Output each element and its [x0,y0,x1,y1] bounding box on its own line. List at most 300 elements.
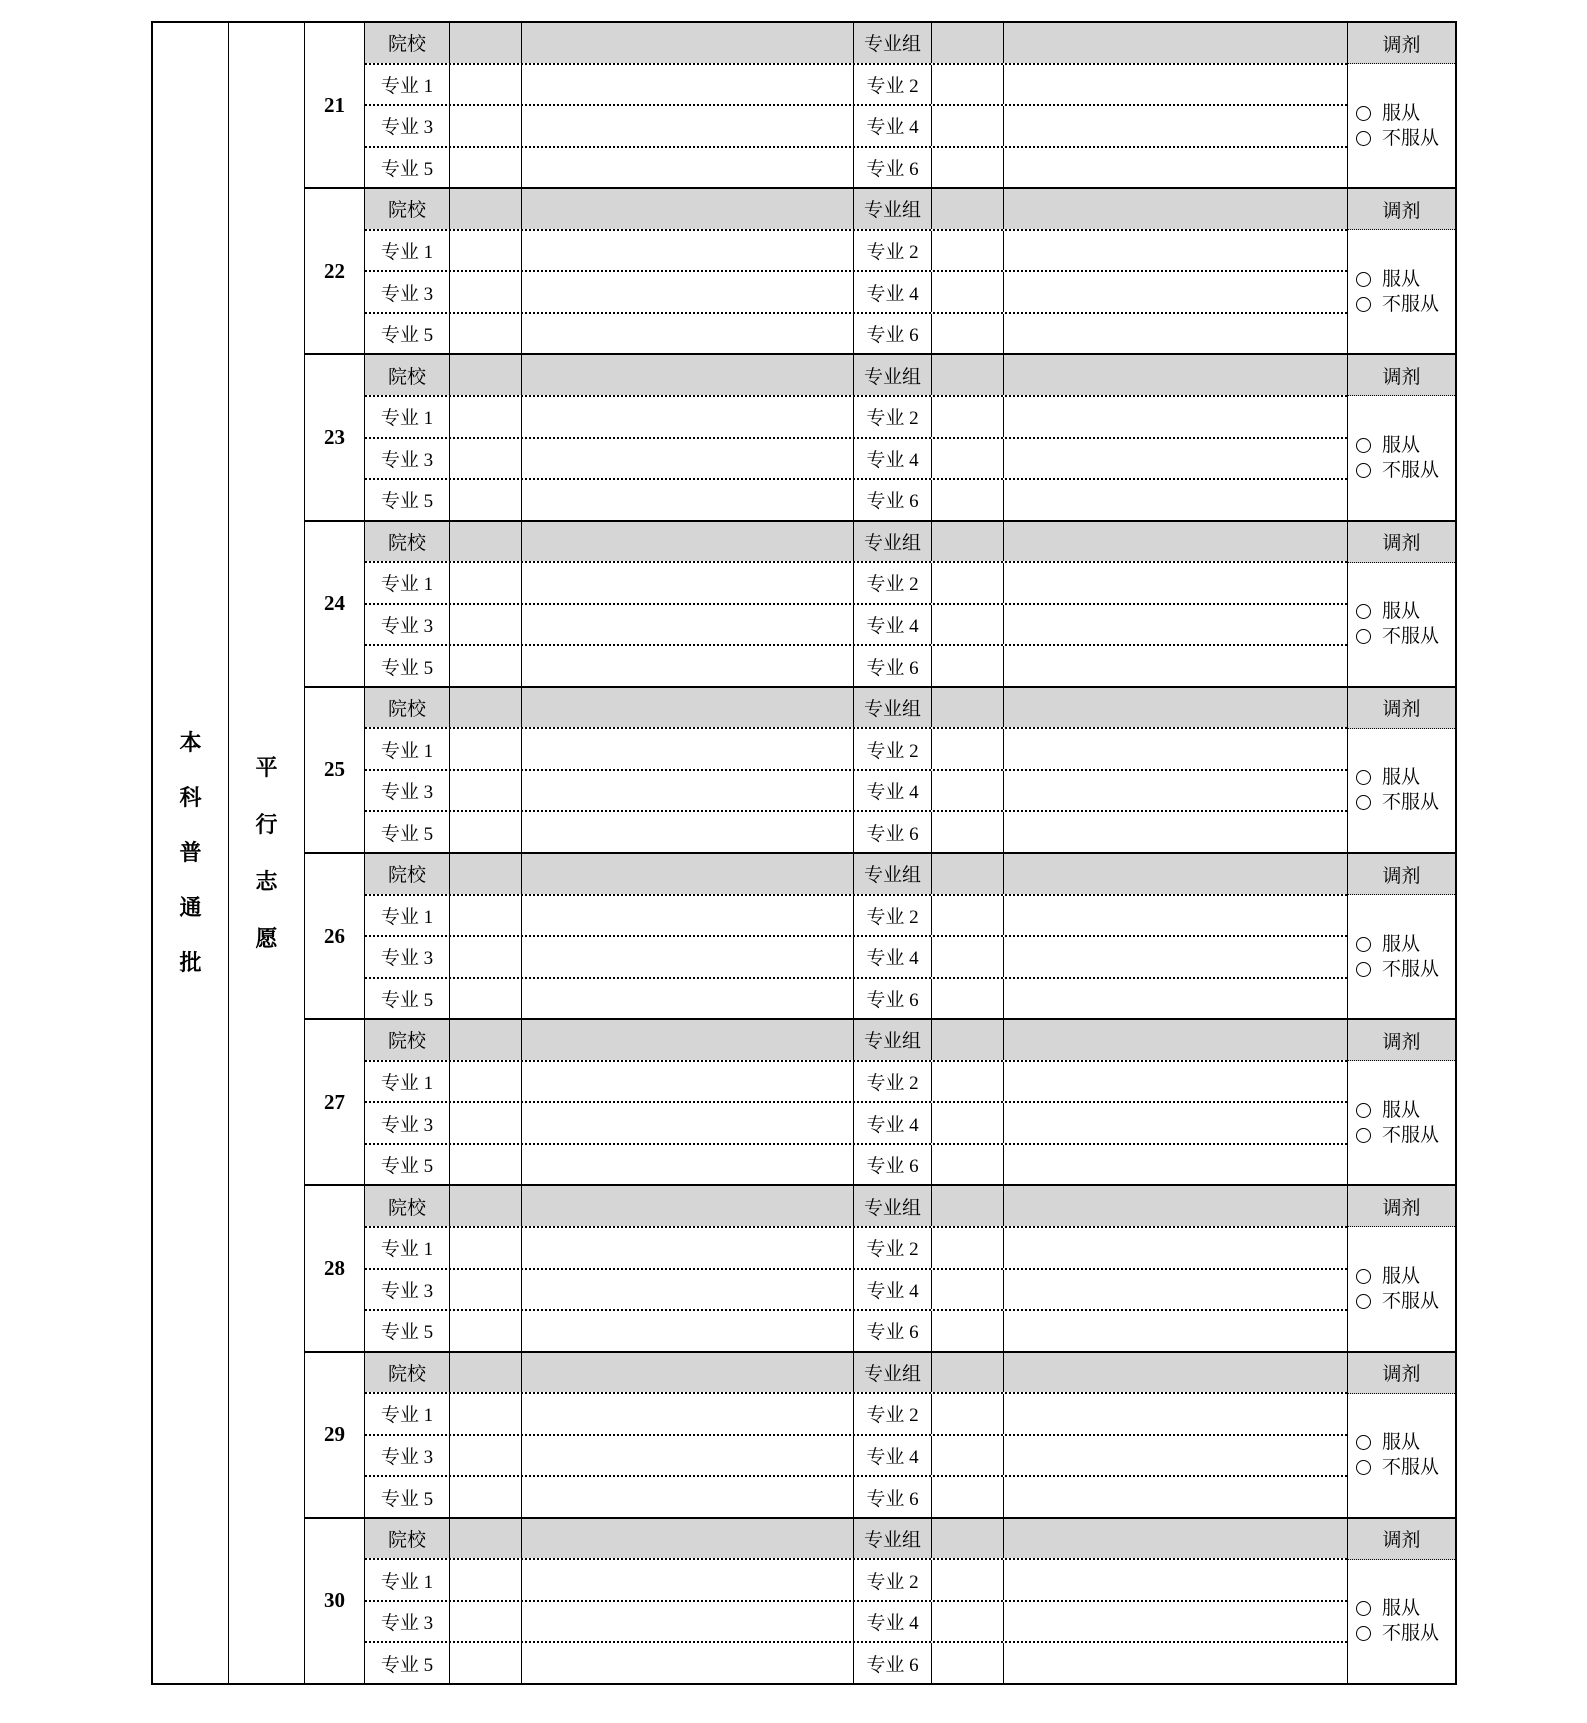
major-4-label: 专业 4 [854,605,932,645]
major-group-code-input[interactable] [932,522,1004,562]
major-4-name-input[interactable] [1004,439,1347,479]
not-obey-option-label: 不服从 [1382,1457,1440,1479]
major-1-code-input[interactable] [450,1062,522,1102]
college-name-input[interactable] [522,355,854,395]
major-4-code-input[interactable] [932,106,1004,146]
batch-column [153,23,229,1683]
not-obey-radio-icon[interactable] [1356,463,1371,478]
adjustment-options [1348,1227,1455,1350]
major-1-code-input[interactable] [450,1560,522,1600]
adjustment-column [1347,189,1455,353]
not-obey-option[interactable] [1356,1624,1439,1643]
major-6-code-input[interactable] [932,480,1004,520]
major-6-code-input[interactable] [932,812,1004,852]
major-1-code-input[interactable] [450,563,522,603]
major-5-code-input[interactable] [450,1145,522,1185]
major-2-code-input[interactable] [932,729,1004,769]
major-6-code-input[interactable] [932,1477,1004,1517]
major-3-code-input[interactable] [450,937,522,977]
not-obey-radio-icon[interactable] [1356,962,1371,977]
major-6-name-input[interactable] [1004,1643,1347,1683]
major-3-name-input[interactable] [522,1103,854,1143]
major-3-code-input[interactable] [450,1602,522,1642]
obey-option-label: 服从 [1382,933,1421,955]
major-3-code-input[interactable] [450,439,522,479]
major-5-name-input[interactable] [522,148,854,188]
major-6-label: 专业 6 [854,979,932,1019]
major-5-name-input[interactable] [522,1477,854,1517]
college-code-input[interactable] [450,23,522,63]
major-4-code-input[interactable] [932,272,1004,312]
major-group-code-input[interactable] [932,1353,1004,1393]
major-4-name-input[interactable] [1004,605,1347,645]
obey-option-label: 服从 [1382,1432,1421,1454]
not-obey-radio-icon[interactable] [1356,1294,1371,1309]
major-group-label: 专业组 [854,854,932,894]
major-1-code-input[interactable] [450,65,522,105]
major-row-2 [365,1103,1347,1145]
block-number: 22 [305,189,365,353]
major-group-code-input[interactable] [932,1020,1004,1060]
not-obey-option-label: 不服从 [1382,626,1440,648]
major-3-name-input[interactable] [522,1436,854,1476]
major-5-label: 专业 5 [365,1145,450,1185]
major-6-code-input[interactable] [932,979,1004,1019]
major-6-name-input[interactable] [1004,1145,1347,1185]
major-2-name-input[interactable] [1004,1394,1347,1434]
major-2-name-input[interactable] [1004,1062,1347,1102]
major-2-name-input[interactable] [1004,1560,1347,1600]
major-6-code-input[interactable] [932,646,1004,686]
major-2-label: 专业 2 [854,1228,932,1268]
obey-option-label: 服从 [1382,1266,1421,1288]
major-2-name-input[interactable] [1004,231,1347,271]
major-4-label: 专业 4 [854,439,932,479]
major-group-code-input[interactable] [932,688,1004,728]
college-name-input[interactable] [522,23,854,63]
obey-option[interactable] [1356,104,1420,123]
major-group-label: 专业组 [854,1186,932,1226]
major-row-1 [365,397,1347,439]
not-obey-option[interactable] [1356,627,1439,646]
not-obey-radio-icon[interactable] [1356,131,1371,146]
major-6-code-input[interactable] [932,1311,1004,1351]
major-row-2 [365,1602,1347,1644]
adjustment-column [1347,1186,1455,1350]
block-grid [365,1186,1347,1350]
major-4-code-input[interactable] [932,1270,1004,1310]
adjustment-options [1348,396,1455,519]
obey-radio-icon[interactable] [1356,106,1371,121]
major-3-name-input[interactable] [522,1602,854,1642]
college-code-input[interactable] [450,1186,522,1226]
major-group-name-input[interactable] [1004,23,1347,63]
major-2-label: 专业 2 [854,65,932,105]
not-obey-option[interactable] [1356,295,1439,314]
major-3-name-input[interactable] [522,1270,854,1310]
major-3-name-input[interactable] [522,106,854,146]
college-name-input[interactable] [522,688,854,728]
major-4-name-input[interactable] [1004,937,1347,977]
major-5-code-input[interactable] [450,646,522,686]
major-1-name-input[interactable] [522,397,854,437]
obey-option-label: 服从 [1382,601,1421,623]
major-5-code-input[interactable] [450,979,522,1019]
obey-radio-icon[interactable] [1356,1601,1371,1616]
college-name-input[interactable] [522,1519,854,1559]
college-code-input[interactable] [450,1519,522,1559]
major-4-label: 专业 4 [854,1103,932,1143]
major-row-1 [365,65,1347,107]
adjustment-label: 调剂 [1348,1353,1455,1394]
obey-option-label: 服从 [1382,1598,1421,1620]
batch-label-char: 普 [179,840,202,865]
major-3-name-input[interactable] [522,771,854,811]
block-number: 28 [305,1186,365,1350]
major-5-label: 专业 5 [365,480,450,520]
major-4-label: 专业 4 [854,106,932,146]
obey-option[interactable] [1356,602,1420,621]
adjustment-label: 调剂 [1348,1020,1455,1061]
not-obey-option-label: 不服从 [1382,460,1440,482]
choice-block [305,355,1455,521]
major-4-code-input[interactable] [932,439,1004,479]
major-5-code-input[interactable] [450,1643,522,1683]
college-code-input[interactable] [450,189,522,229]
major-4-name-input[interactable] [1004,1270,1347,1310]
major-3-label: 专业 3 [365,272,450,312]
major-group-label: 专业组 [854,23,932,63]
not-obey-option[interactable] [1356,129,1439,148]
major-4-label: 专业 4 [854,1436,932,1476]
college-name-input[interactable] [522,1186,854,1226]
obey-option[interactable] [1356,436,1420,455]
major-6-label: 专业 6 [854,480,932,520]
not-obey-option-label: 不服从 [1382,293,1440,315]
major-group-label: 专业组 [854,189,932,229]
major-4-name-input[interactable] [1004,771,1347,811]
major-group-name-input[interactable] [1004,688,1347,728]
obey-option[interactable] [1356,1599,1420,1618]
major-5-label: 专业 5 [365,646,450,686]
major-1-name-input[interactable] [522,65,854,105]
college-code-input[interactable] [450,854,522,894]
adjustment-column [1347,1519,1455,1683]
major-1-label: 专业 1 [365,397,450,437]
major-1-label: 专业 1 [365,65,450,105]
major-6-label: 专业 6 [854,646,932,686]
major-6-name-input[interactable] [1004,480,1347,520]
major-row-2 [365,272,1347,314]
obey-radio-icon[interactable] [1356,937,1371,952]
major-4-name-input[interactable] [1004,1436,1347,1476]
major-3-code-input[interactable] [450,771,522,811]
not-obey-option[interactable] [1356,793,1439,812]
major-2-code-input[interactable] [932,563,1004,603]
major-2-name-input[interactable] [1004,729,1347,769]
obey-radio-icon[interactable] [1356,770,1371,785]
college-name-input[interactable] [522,189,854,229]
major-row-3 [365,314,1347,354]
college-code-input[interactable] [450,688,522,728]
major-3-label: 专业 3 [365,605,450,645]
obey-radio-icon[interactable] [1356,1269,1371,1284]
major-5-name-input[interactable] [522,1311,854,1351]
major-6-name-input[interactable] [1004,979,1347,1019]
obey-option-label: 服从 [1382,435,1421,457]
major-2-code-input[interactable] [932,65,1004,105]
block-header-row [365,355,1347,397]
block-header-row [365,189,1347,231]
obey-option[interactable] [1356,1433,1420,1452]
major-group-code-input[interactable] [932,1519,1004,1559]
major-5-code-input[interactable] [450,314,522,354]
major-4-code-input[interactable] [932,771,1004,811]
college-code-input[interactable] [450,1020,522,1060]
obey-radio-icon[interactable] [1356,1103,1371,1118]
major-group-name-input[interactable] [1004,1020,1347,1060]
major-2-label: 专业 2 [854,1394,932,1434]
major-3-name-input[interactable] [522,605,854,645]
major-1-name-input[interactable] [522,563,854,603]
obey-option[interactable] [1356,935,1420,954]
major-row-3 [365,1643,1347,1683]
major-5-name-input[interactable] [522,1643,854,1683]
major-5-code-input[interactable] [450,812,522,852]
major-5-label: 专业 5 [365,1477,450,1517]
major-2-name-input[interactable] [1004,563,1347,603]
college-label: 院校 [365,355,450,395]
major-2-code-input[interactable] [932,1560,1004,1600]
college-name-input[interactable] [522,854,854,894]
not-obey-radio-icon[interactable] [1356,1128,1371,1143]
obey-option[interactable] [1356,1101,1420,1120]
major-row-3 [365,979,1347,1019]
major-3-code-input[interactable] [450,106,522,146]
block-header-row [365,1519,1347,1561]
major-6-code-input[interactable] [932,148,1004,188]
major-group-code-input[interactable] [932,1186,1004,1226]
block-header-row [365,1186,1347,1228]
major-6-name-input[interactable] [1004,1477,1347,1517]
major-4-name-input[interactable] [1004,272,1347,312]
major-5-name-input[interactable] [522,646,854,686]
major-6-name-input[interactable] [1004,148,1347,188]
major-1-label: 专业 1 [365,1560,450,1600]
major-1-code-input[interactable] [450,397,522,437]
major-row-3 [365,812,1347,852]
major-5-name-input[interactable] [522,314,854,354]
not-obey-radio-icon[interactable] [1356,297,1371,312]
major-3-name-input[interactable] [522,937,854,977]
major-6-name-input[interactable] [1004,314,1347,354]
major-2-code-input[interactable] [932,1062,1004,1102]
not-obey-option-label: 不服从 [1382,1291,1440,1313]
major-1-name-input[interactable] [522,896,854,936]
major-4-name-input[interactable] [1004,1103,1347,1143]
major-row-3 [365,148,1347,188]
major-2-code-input[interactable] [932,397,1004,437]
type-column [229,23,305,1683]
adjustment-options [1348,729,1455,852]
major-6-code-input[interactable] [932,1145,1004,1185]
major-group-label: 专业组 [854,688,932,728]
major-group-name-input[interactable] [1004,854,1347,894]
major-row-3 [365,646,1347,686]
major-1-name-input[interactable] [522,1062,854,1102]
block-grid [365,1519,1347,1683]
major-5-code-input[interactable] [450,148,522,188]
obey-radio-icon[interactable] [1356,272,1371,287]
major-5-code-input[interactable] [450,480,522,520]
major-group-code-input[interactable] [932,189,1004,229]
block-number: 30 [305,1519,365,1683]
not-obey-option-label: 不服从 [1382,1623,1440,1645]
major-5-code-input[interactable] [450,1311,522,1351]
adjustment-column [1347,854,1455,1018]
adjustment-options [1348,895,1455,1018]
obey-radio-icon[interactable] [1356,604,1371,619]
major-3-code-input[interactable] [450,1270,522,1310]
college-name-input[interactable] [522,522,854,562]
adjustment-label: 调剂 [1348,1519,1455,1560]
major-3-code-input[interactable] [450,272,522,312]
block-number: 21 [305,23,365,187]
not-obey-option[interactable] [1356,461,1439,480]
not-obey-radio-icon[interactable] [1356,629,1371,644]
major-3-label: 专业 3 [365,1602,450,1642]
major-6-name-input[interactable] [1004,812,1347,852]
major-2-name-input[interactable] [1004,1228,1347,1268]
adjustment-options [1348,230,1455,353]
major-5-label: 专业 5 [365,314,450,354]
not-obey-radio-icon[interactable] [1356,795,1371,810]
major-group-name-input[interactable] [1004,355,1347,395]
major-group-name-input[interactable] [1004,1519,1347,1559]
major-4-name-input[interactable] [1004,1602,1347,1642]
major-4-code-input[interactable] [932,1103,1004,1143]
not-obey-option[interactable] [1356,960,1439,979]
major-2-name-input[interactable] [1004,65,1347,105]
type-label-char: 志 [255,868,278,894]
major-row-3 [365,1311,1347,1351]
major-6-code-input[interactable] [932,314,1004,354]
major-2-label: 专业 2 [854,231,932,271]
major-group-code-input[interactable] [932,854,1004,894]
major-1-name-input[interactable] [522,231,854,271]
major-group-code-input[interactable] [932,23,1004,63]
adjustment-label: 调剂 [1348,522,1455,563]
college-name-input[interactable] [522,1020,854,1060]
major-1-label: 专业 1 [365,1394,450,1434]
adjustment-options [1348,1061,1455,1184]
major-row-1 [365,231,1347,273]
batch-label-char: 批 [179,950,202,975]
obey-option[interactable] [1356,270,1420,289]
major-group-name-input[interactable] [1004,189,1347,229]
major-1-name-input[interactable] [522,729,854,769]
major-1-label: 专业 1 [365,1062,450,1102]
major-5-name-input[interactable] [522,480,854,520]
not-obey-radio-icon[interactable] [1356,1626,1371,1641]
major-4-code-input[interactable] [932,1436,1004,1476]
major-6-code-input[interactable] [932,1643,1004,1683]
major-2-name-input[interactable] [1004,397,1347,437]
major-6-label: 专业 6 [854,1311,932,1351]
major-2-code-input[interactable] [932,896,1004,936]
obey-option[interactable] [1356,768,1420,787]
obey-option[interactable] [1356,1267,1420,1286]
major-5-name-input[interactable] [522,812,854,852]
major-1-name-input[interactable] [522,1394,854,1434]
major-1-code-input[interactable] [450,231,522,271]
major-group-name-input[interactable] [1004,522,1347,562]
major-3-code-input[interactable] [450,605,522,645]
major-2-code-input[interactable] [932,1394,1004,1434]
major-5-name-input[interactable] [522,1145,854,1185]
major-2-code-input[interactable] [932,231,1004,271]
major-1-code-input[interactable] [450,1228,522,1268]
major-3-name-input[interactable] [522,439,854,479]
college-code-input[interactable] [450,355,522,395]
block-header-row [365,522,1347,564]
college-code-input[interactable] [450,1353,522,1393]
major-group-name-input[interactable] [1004,1353,1347,1393]
major-4-code-input[interactable] [932,1602,1004,1642]
major-4-code-input[interactable] [932,937,1004,977]
not-obey-radio-icon[interactable] [1356,1460,1371,1475]
major-3-name-input[interactable] [522,272,854,312]
major-6-name-input[interactable] [1004,1311,1347,1351]
choice-block [305,189,1455,355]
major-1-name-input[interactable] [522,1228,854,1268]
major-group-name-input[interactable] [1004,1186,1347,1226]
major-row-2 [365,1436,1347,1478]
major-5-label: 专业 5 [365,1311,450,1351]
not-obey-option[interactable] [1356,1292,1439,1311]
major-4-code-input[interactable] [932,605,1004,645]
major-2-code-input[interactable] [932,1228,1004,1268]
major-5-name-input[interactable] [522,979,854,1019]
major-2-name-input[interactable] [1004,896,1347,936]
major-4-name-input[interactable] [1004,106,1347,146]
batch-label-char: 本 [179,730,202,755]
college-name-input[interactable] [522,1353,854,1393]
major-1-code-input[interactable] [450,1394,522,1434]
major-6-name-input[interactable] [1004,646,1347,686]
not-obey-option[interactable] [1356,1458,1439,1477]
major-row-1 [365,729,1347,771]
major-3-code-input[interactable] [450,1103,522,1143]
major-5-code-input[interactable] [450,1477,522,1517]
major-1-name-input[interactable] [522,1560,854,1600]
not-obey-option[interactable] [1356,1126,1439,1145]
major-6-label: 专业 6 [854,1643,932,1683]
major-group-code-input[interactable] [932,355,1004,395]
adjustment-options [1348,64,1455,187]
major-4-label: 专业 4 [854,1270,932,1310]
major-row-2 [365,106,1347,148]
obey-radio-icon[interactable] [1356,438,1371,453]
obey-radio-icon[interactable] [1356,1435,1371,1450]
major-3-code-input[interactable] [450,1436,522,1476]
adjustment-options [1348,563,1455,686]
block-grid [365,1353,1347,1517]
college-code-input[interactable] [450,522,522,562]
major-1-code-input[interactable] [450,896,522,936]
major-1-code-input[interactable] [450,729,522,769]
choice-block [305,1353,1455,1519]
